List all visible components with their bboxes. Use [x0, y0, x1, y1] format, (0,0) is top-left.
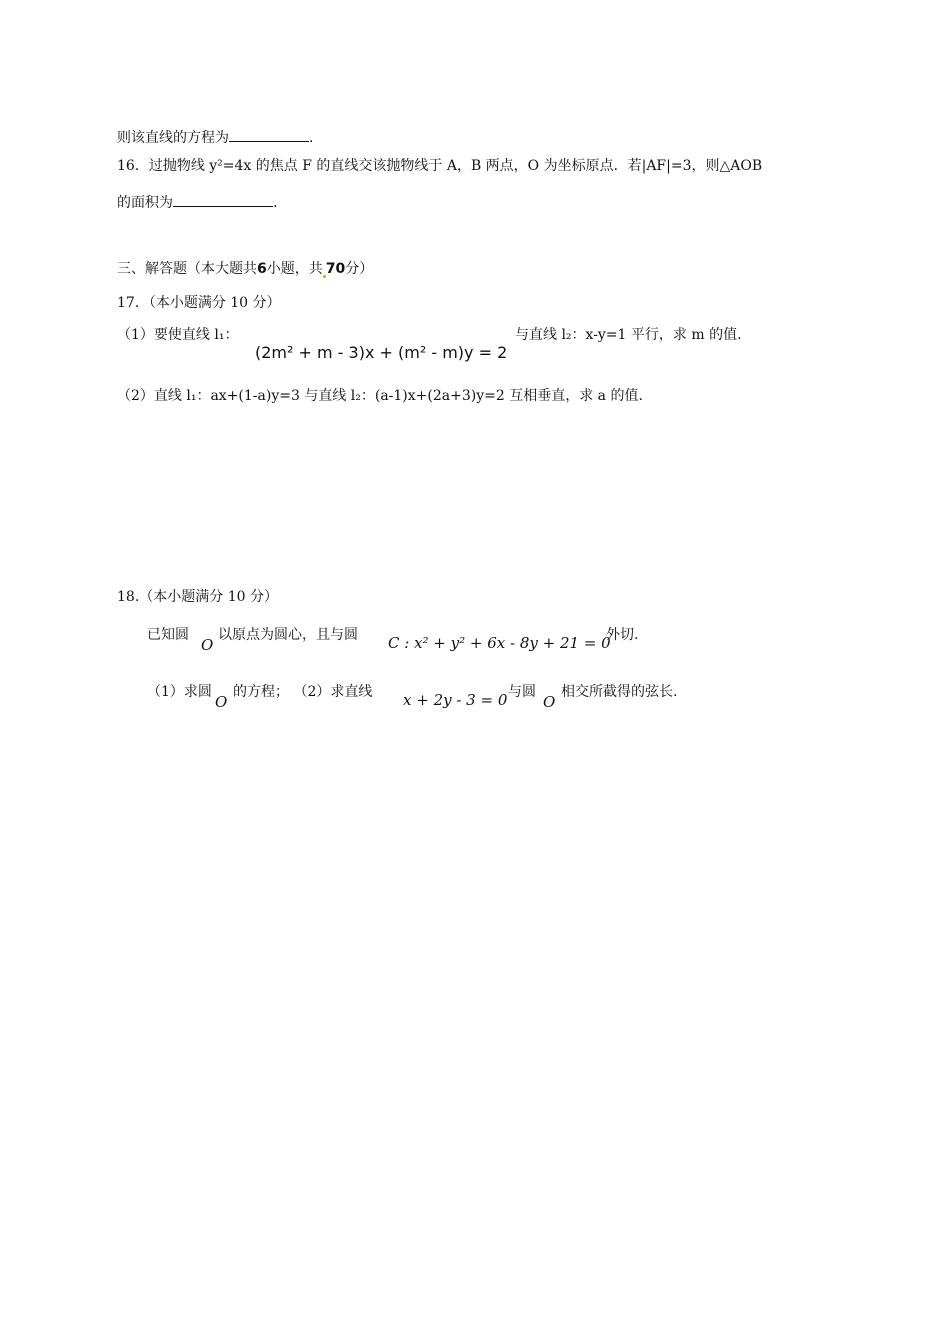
section3-mid: 小题，共: [266, 261, 323, 277]
q17-p1-end: 与直线 l₂：x-y=1 平行，求 m 的值.: [515, 327, 742, 343]
q15-line: [117, 127, 313, 147]
q16-period: .: [273, 195, 278, 211]
q18-l2-d: 相交所截得的弦长.: [561, 684, 678, 700]
q17-p1-math: (2m² + m - 3)x + (m² - m)y = 2: [255, 343, 508, 362]
q18-header: 18.（本小题满分 10 分）: [117, 589, 278, 605]
q18-l2-math: x + 2y - 3 = 0: [403, 691, 508, 709]
q18-l1-a: 已知圆: [147, 627, 189, 643]
q15-period: .: [309, 130, 314, 146]
q18-l2-c: 与圆: [508, 684, 536, 700]
q18-l2-circle-o2: O: [543, 693, 556, 711]
q18-l1-circle-o: O: [201, 636, 214, 654]
section3-heading: [117, 260, 373, 278]
q15-text: 则该直线的方程为: [117, 130, 229, 146]
q18-l1-c: 外切.: [606, 627, 639, 643]
q18-l1-b: 以原点为圆心，且与圆: [218, 627, 358, 643]
q17-p2: （2）直线 l₁：ax+(1-a)y=3 与直线 l₂：(a-1)x+(2a+3)y=2 互相垂直，求 a 的值.: [117, 388, 643, 404]
section3-prefix: 三、解答题（本大题共: [117, 261, 257, 277]
q17-p1-start: （1）要使直线 l₁：: [117, 327, 239, 343]
q18-l2-circle-o: O: [215, 693, 228, 711]
section3-count: 6: [257, 261, 267, 277]
section3-score: 70: [325, 261, 346, 277]
q16-text: 的面积为: [117, 195, 173, 211]
q16-line1: 16．过抛物线 y²=4x 的焦点 F 的直线交该抛物线于 A，B 两点，O 为坐标原点．若|AF|=3，则△AOB: [117, 158, 763, 174]
section3-suffix: 分）: [345, 261, 374, 277]
q18-l1-math: C : x² + y² + 6x - 8y + 21 = 0: [388, 634, 611, 652]
q16-line2: [117, 192, 277, 212]
q15-answer-blank: [229, 127, 309, 142]
q16-answer-blank: [173, 192, 273, 207]
q18-l2-a: （1）求圆: [147, 684, 212, 700]
q18-l2-b: 的方程； （2）求直线: [233, 684, 373, 700]
q17-header: 17．（本小题满分 10 分）: [117, 295, 281, 311]
